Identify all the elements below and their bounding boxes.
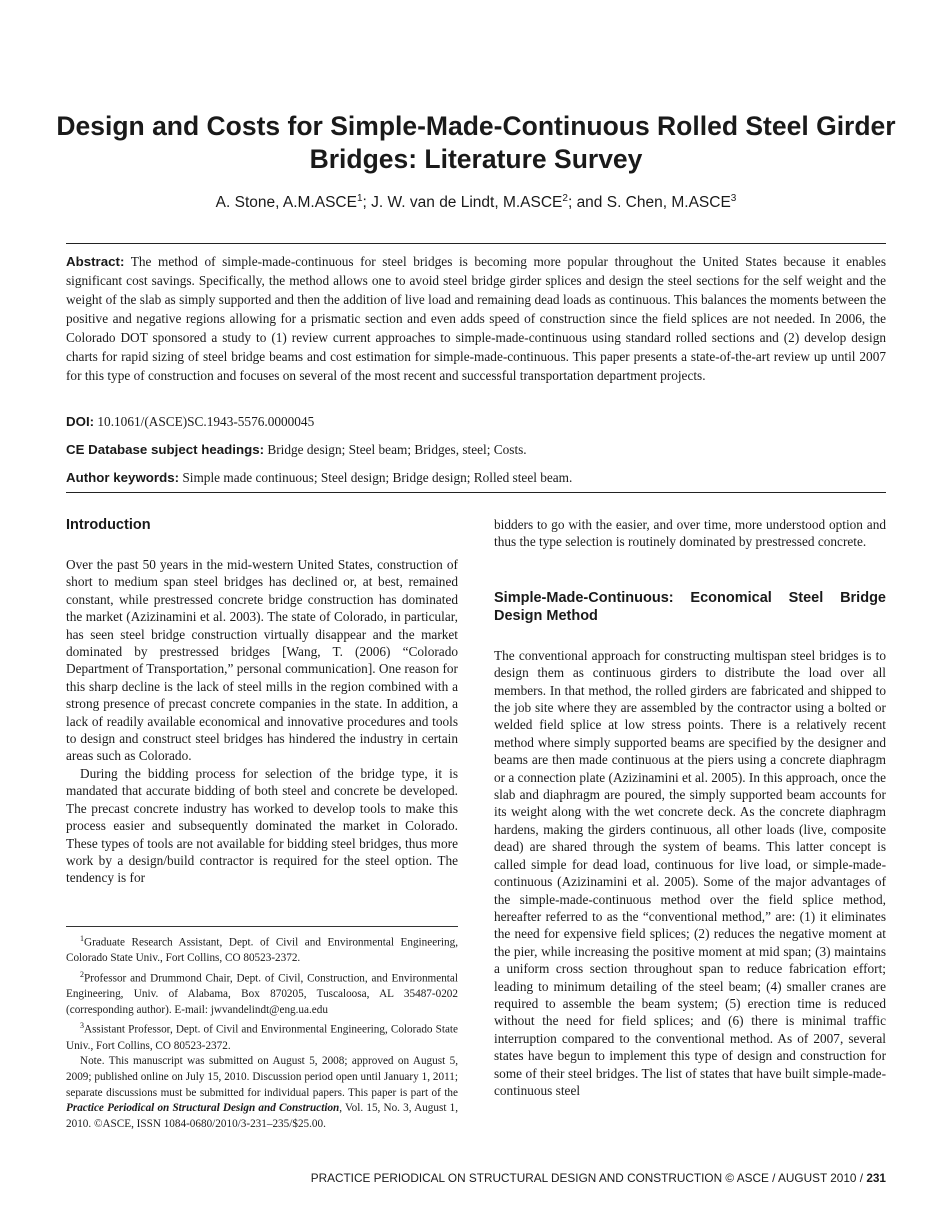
author-2: J. W. van de Lindt, M.ASCE: [371, 194, 563, 212]
running-footer: [311, 1171, 886, 1185]
manuscript-note: Note. This manuscript was submitted on August 5, 2008; approved on August 5, 2009; published online on July 15, 2010. Discussion period open until January 1, 2011; separate discussions must be submitted for individual papers. This paper is part of the Practice Periodical on Structural Design and Construction, Vol. 15, No. 3, August 1, 2010. ©ASCE, ISSN 1084-0680/2010/3-231–235/$25.00.: [66, 1055, 458, 1130]
footnote-3: $^3$Assistant Professor, Dept. of Civil and Environmental Engineering, Colorado State Univ., Fort Collins, CO 80523-2372.: [66, 1021, 458, 1052]
footnote-2: $^2$Professor and Drummond Chair, Dept. of Civil, Construction, and Environmental Engineering, Univ. of Alabama, Box 870205, Tuscaloosa, AL 35487-0202 (corresponding author). E-mail: jwvandelindt@eng.ua.edu: [66, 969, 458, 1016]
abstract: [66, 252, 886, 385]
footnote-rule: [66, 926, 458, 927]
left-column: [66, 516, 458, 887]
abstract-top-rule: [66, 243, 886, 244]
keywords-line: [66, 470, 886, 486]
doi-label: DOI:: [66, 414, 95, 429]
doi-value[interactable]: 10.1061/(ASCE)SC.1943-5576.0000045: [97, 414, 315, 429]
author-1-affil: 1: [356, 193, 363, 204]
footnote-1: $^1$Graduate Research Assistant, Dept. of Civil and Environmental Engineering, Colorado State Univ., Fort Collins, CO 80523-2372.: [66, 934, 458, 965]
smc-paragraph-1: The conventional approach for constructing multispan steel bridges is to design them as continuous girders to distribute the load over all members. In that method, the rolled girders are fabricated and shipped to the job site where they are assembled by the contractor using a bolted or welded field splice at low stress points. There is a relatively recent method where simply supported beams are specified by the designer and beams are then made continuous at the piers using a concrete diaphragm or a connection plate (Azizinamini et al. 2005). In this approach, once the slab and diaphragm are poured, the simply supported beam accounts for its weight along with the wet concrete deck. As the concrete diaphragm hardens, making the girders continuous, all other loads (live, composite dead) are shared through the system of beams. This latter concept is called simple for dead load, continuous for live load, or simple-made-continuous (Azizinamini et al. 2005). Some of the major advantages of the simple-made-continuous method over the field splice method, hereafter referred to as the “conventional method,” are: (1) it eliminates the need for expensive field splices; (2) reduces the negative moment at the pier, while increasing the positive moment at mid span; (3) maintains a uniform cross section throughout span to reduce fabrication effort; leading to minimum detailing of the steel beam; (4) smaller cranes are required to assemble the beam system; (5) erection time is reduced without the need for field splices; and (6) there is minimal traffic interruption compared to the conventional method. As of 2007, several states have begun to implement this type of design and construction for some of their steel bridges. The list of states that have built simple-made-continuous steel: [494, 647, 886, 1098]
right-column: [494, 516, 886, 1099]
author-2-affil: 2: [562, 193, 568, 204]
keywords-value: Simple made continuous; Steel design; Bridge design; Rolled steel beam.: [182, 470, 573, 485]
subject-headings-label: CE Database subject headings:: [66, 442, 265, 457]
smc-heading: Simple-Made-Continuous: Economical Steel Bridge Design Method: [494, 589, 886, 624]
footnotes: [66, 931, 458, 1132]
page-number: 231: [866, 1171, 886, 1185]
abstract-label: Abstract:: [66, 254, 125, 269]
paper-title: Design and Costs for Simple-Made-Continuous Rolled Steel Girder Bridges: Literature Survey: [56, 111, 896, 174]
author-3-affil: 3: [730, 193, 737, 204]
running-footer-text: PRACTICE PERIODICAL ON STRUCTURAL DESIGN AND CONSTRUCTION © ASCE / AUGUST 2010 /: [310, 1171, 867, 1185]
subject-headings-line: [66, 442, 886, 458]
author-1: A. Stone, A.M.ASCE: [215, 194, 357, 212]
abstract-bottom-rule: [66, 492, 886, 493]
continued-paragraph: bidders to go with the easier, and over time, more understood option and thus the type selection is routinely dominated by prestressed concrete.: [494, 517, 886, 550]
journal-name: Practice Periodical on Structural Design and Construction: [66, 1102, 340, 1115]
keywords-label: Author keywords:: [66, 470, 180, 485]
author-3: S. Chen, M.ASCE: [606, 194, 731, 212]
intro-heading: Introduction: [66, 517, 151, 533]
subject-headings-value: Bridge design; Steel beam; Bridges, steel; Costs.: [267, 442, 527, 457]
author-list: A. Stone, A.M.ASCE$^1$; J. W. van de Lindt, M.ASCE$^2$; and S. Chen, M.ASCE$^3$: [215, 193, 737, 212]
intro-paragraph-1: Over the past 50 years in the mid-western United States, construction of short to medium span steel bridges has declined or, at best, remained constant, while prestressed concrete bridge construction has dominated the market (Azizinamini et al. 2003). The state of Colorado, in particular, has seen steel bridge construction virtually disappear and the market dominated by prestressed bridges [Wang, T. (2006) “Colorado Department of Transportation,” personal communication]. One reason for this sharp decline is the lack of steel mills in the region combined with a strong presence of precast concrete companies in the state. In addition, a lack of readily available economical and innovative procedures and tools to design and construct steel bridges has hindered the industry in certain areas such as Colorado.: [66, 557, 458, 764]
abstract-text: The method of simple-made-continuous for steel bridges is becoming more popular throughout the United States because it enables significant cost savings. Specifically, the method allows one to avoid steel bridge girder splices and design the steel sections for the self weight and the weight of the slab as simply supported and then the addition of live load and remaining dead loads as continuous. This balances the moments between the positive and negative regions allowing for a prismatic section and even adds speed of construction since the field splices are not needed. In 2006, the Colorado DOT sponsored a study to (1) review current approaches to simple-made-continuous using standard rolled sections and (2) develop design charts for rapid sizing of steel bridge beams and cost estimation for simple-made-continuous. This paper presents a state-of-the-art review up until 2007 for this type of construction and focuses on several of the most recent and successful transportation department projects.: [66, 254, 886, 383]
intro-paragraph-2: During the bidding process for selection of the bridge type, it is mandated that accurate bidding of both steel and concrete be developed. The precast concrete industry has worked to develop tools to make this process easier and subsequently dominated the market in Colorado. These types of tools are not available for bidding steel bridges, thus more work by a design/build contractor is required for the steel option. The tendency is for: [66, 765, 458, 886]
doi-line: [66, 414, 886, 430]
